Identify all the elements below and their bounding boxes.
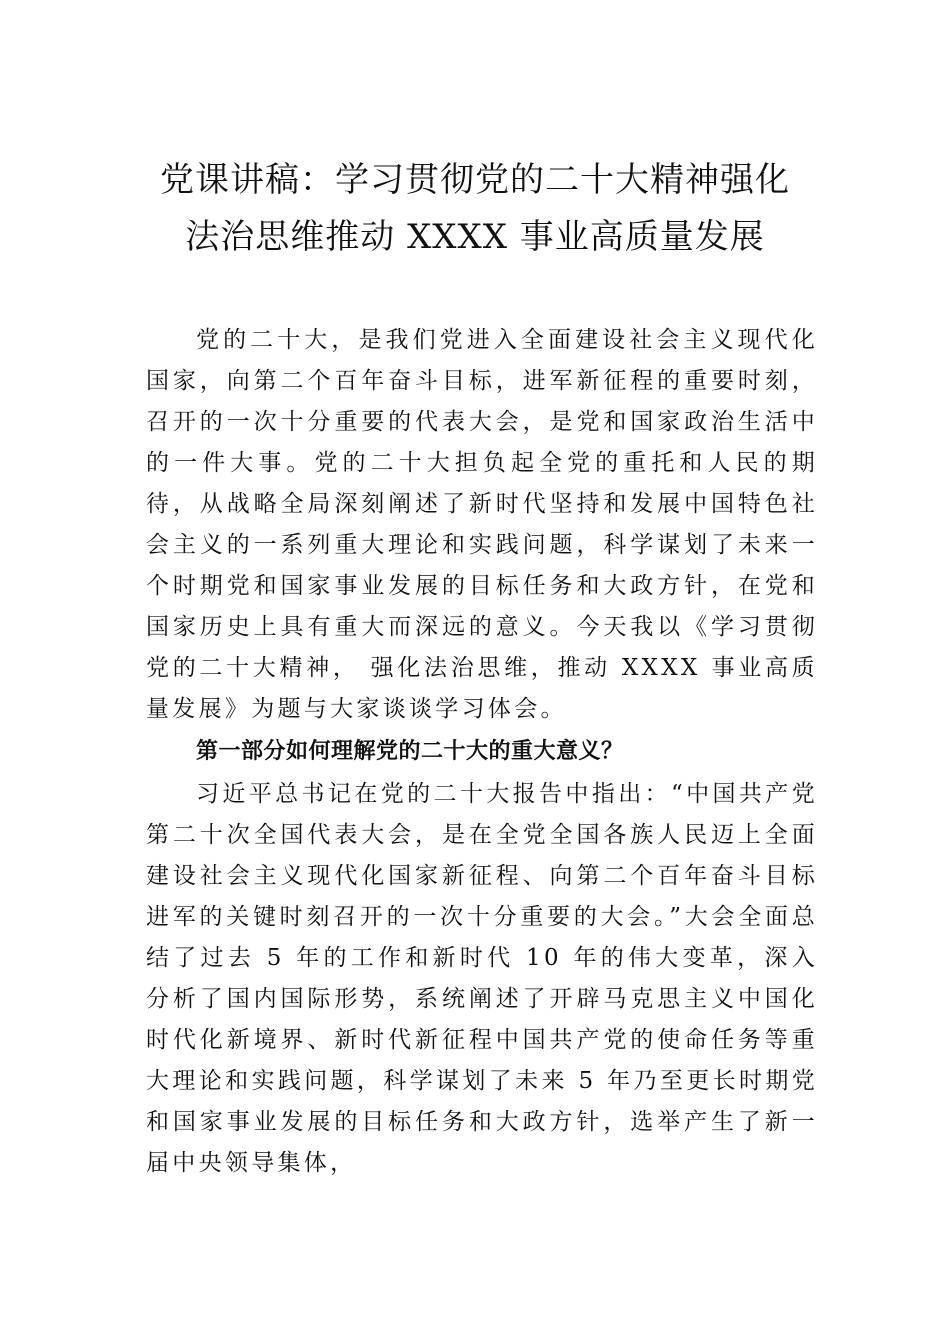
intro-paragraph: 党的二十大，是我们党进入全面建设社会主义现代化国家，向第二个百年奋斗目标，进军新征程的重要时刻，召开的一次十分重要的代表大会，是党和国家政治生活中的一件大事。党的二十大担负起全党的重托和人民的期待，从战略全局深刻阐述了新时代坚持和发展中国特色社会主义的一系列重大理论和实践问题，科学谋划了未来一个时期党和国家事业发展的目标任务和大政方针，在党和国家历史上具有重大而深远的意义。今天我以《学习贯彻党的二十大精神， 强化法治思维，推动 XXXX 事业高质量发展》为题与大家谈谈学习体会。 xyxy=(146,327,818,722)
title-line-1: 党课讲稿：学习贯彻党的二十大精神强化 xyxy=(160,160,790,200)
title-line-2: 法治思维推动 XXXX 事业高质量发展 xyxy=(185,217,765,257)
body-paragraph: 习近平总书记在党的二十大报告中指出：“中国共产党第二十次全国代表大会，是在全党全国各族人民迈上全面建设社会主义现代化国家新征程、向第二个百年奋斗目标进军的关键时刻召开的一次十分重要的大会。”大会全面总结了过去 5 年的工作和新时代 10 年的伟大变革，深入分析了国内国际形势，系统阐述了开辟马克思主义中国化时代化新境界、新时代新征程中国共产党的使命任务等重大理论和实践问题，科学谋划了未来 5 年乃至更长时期党和国家事业发展的目标任务和大政方针，选举产生了新一届中央领导集体， xyxy=(146,781,818,1176)
section-heading: 第一部分如何理解党的二十大的重大意义？ xyxy=(196,739,624,764)
document-body xyxy=(146,320,818,1184)
document-title xyxy=(130,152,820,266)
